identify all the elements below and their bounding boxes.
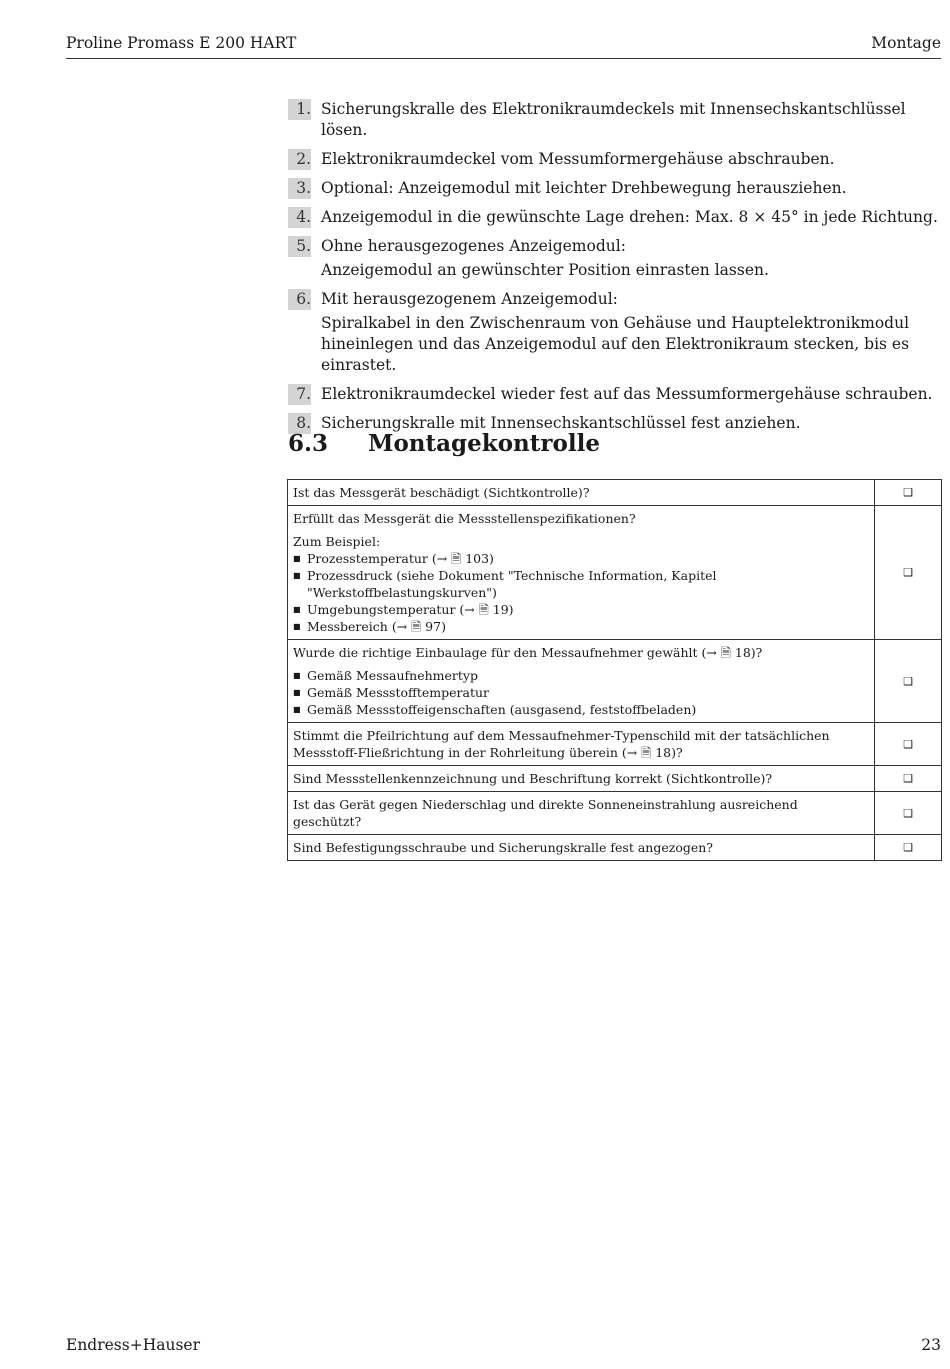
step-3 <box>288 178 938 199</box>
step-number: 2. <box>288 149 311 170</box>
step-subtext: Spiralkabel in den Zwischenraum von Gehäuse und Hauptelektronikmodul hineinlegen und das Anzeigemodul auf den Elektronikraum stecken, bis es einrastet. <box>321 314 910 374</box>
table-row <box>288 480 942 506</box>
checklist-intro: Zum Beispiel: <box>293 534 381 549</box>
list-item: ■ Gemäß Messstoffeigenschaften (ausgasend, feststoffbeladen) <box>293 701 869 718</box>
step-text-block <box>321 236 769 281</box>
step-text: Sicherungskralle mit Innensechskantschlüssel fest anziehen. <box>321 414 801 432</box>
step-number: 5. <box>288 236 311 257</box>
list-item: ■ Messbereich (→ 🗎 97) <box>293 618 869 635</box>
checkbox-icon[interactable]: ❑ <box>875 480 942 506</box>
checkbox-icon[interactable]: ❑ <box>875 723 942 766</box>
step-text: Elektronikraumdeckel vom Messumformergehäuse abschrauben. <box>321 150 835 168</box>
section-heading <box>288 430 600 457</box>
checklist-question: Erfüllt das Messgerät die Messstellenspezifikationen? <box>293 511 636 526</box>
checklist-bullet-list <box>293 667 869 718</box>
step-7 <box>288 384 938 405</box>
table-row <box>288 792 942 835</box>
step-text: Mit herausgezogenem Anzeigemodul: <box>321 290 618 308</box>
section-title: Montagekontrolle <box>368 430 600 457</box>
header-rule <box>66 58 941 59</box>
table-row <box>288 723 942 766</box>
step-5 <box>288 236 938 281</box>
step-number: 4. <box>288 207 311 228</box>
page-number: 23 <box>921 1336 941 1354</box>
procedure-steps <box>288 99 938 442</box>
footer-company: Endress+Hauser <box>66 1336 200 1354</box>
step-text: Anzeigemodul in die gewünschte Lage drehen: Max. 8 × 45° in jede Richtung. <box>321 208 938 226</box>
step-1 <box>288 99 938 141</box>
running-header-title: Proline Promass E 200 HART <box>66 34 297 52</box>
step-number: 3. <box>288 178 311 199</box>
checklist-question-block <box>288 640 875 723</box>
checklist-table <box>287 479 942 861</box>
list-item: ■ Gemäß Messstofftemperatur <box>293 684 869 701</box>
checklist-question: Sind Messstellenkennzeichnung und Beschriftung korrekt (Sichtkontrolle)? <box>288 766 875 792</box>
list-item: ■ Gemäß Messaufnehmertyp <box>293 667 869 684</box>
step-number: 8. <box>288 413 311 434</box>
checkbox-icon[interactable]: ❑ <box>875 640 942 723</box>
checklist-question: Ist das Gerät gegen Niederschlag und direkte Sonneneinstrahlung ausreichend geschützt? <box>288 792 875 835</box>
table-row <box>288 766 942 792</box>
step-subtext: Anzeigemodul an gewünschter Position einrasten lassen. <box>321 261 769 279</box>
checklist-question: Sind Befestigungsschraube und Sicherungskralle fest angezogen? <box>288 835 875 861</box>
running-header-chapter: Montage <box>871 34 941 52</box>
checkbox-icon[interactable]: ❑ <box>875 766 942 792</box>
step-text-block <box>321 289 938 376</box>
table-row <box>288 640 942 723</box>
checklist-question: Stimmt die Pfeilrichtung auf dem Messaufnehmer-Typenschild mit der tatsächlichen Messstoff-Fließrichtung in der Rohrleitung überein (→ 🗎 18)? <box>288 723 875 766</box>
checkbox-icon[interactable]: ❑ <box>875 835 942 861</box>
step-number: 1. <box>288 99 311 120</box>
step-text: Ohne herausgezogenes Anzeigemodul: <box>321 237 626 255</box>
step-6 <box>288 289 938 376</box>
checklist-bullet-list <box>293 550 869 635</box>
table-row <box>288 835 942 861</box>
step-text: Optional: Anzeigemodul mit leichter Drehbewegung herausziehen. <box>321 179 847 197</box>
checklist-question: Wurde die richtige Einbaulage für den Messaufnehmer gewählt (→ 🗎 18)? <box>293 645 763 660</box>
step-text: Sicherungskralle des Elektronikraumdeckels mit Innensechskantschlüssel lösen. <box>321 100 906 139</box>
step-number: 6. <box>288 289 311 310</box>
table-row <box>288 506 942 640</box>
checklist-question-block <box>288 506 875 640</box>
step-number: 7. <box>288 384 311 405</box>
list-item: ■ Prozessdruck (siehe Dokument "Technische Information, Kapitel "Werkstoffbelastungskurven") <box>293 567 869 601</box>
step-2 <box>288 149 938 170</box>
section-number: 6.3 <box>288 430 329 457</box>
list-item: ■ Prozesstemperatur (→ 🗎 103) <box>293 550 869 567</box>
step-4 <box>288 207 938 228</box>
step-text: Elektronikraumdeckel wieder fest auf das Messumformergehäuse schrauben. <box>321 385 933 403</box>
checkbox-icon[interactable]: ❑ <box>875 792 942 835</box>
checklist-question: Ist das Messgerät beschädigt (Sichtkontrolle)? <box>288 480 875 506</box>
checkbox-icon[interactable]: ❑ <box>875 506 942 640</box>
list-item: ■ Umgebungstemperatur (→ 🗎 19) <box>293 601 869 618</box>
